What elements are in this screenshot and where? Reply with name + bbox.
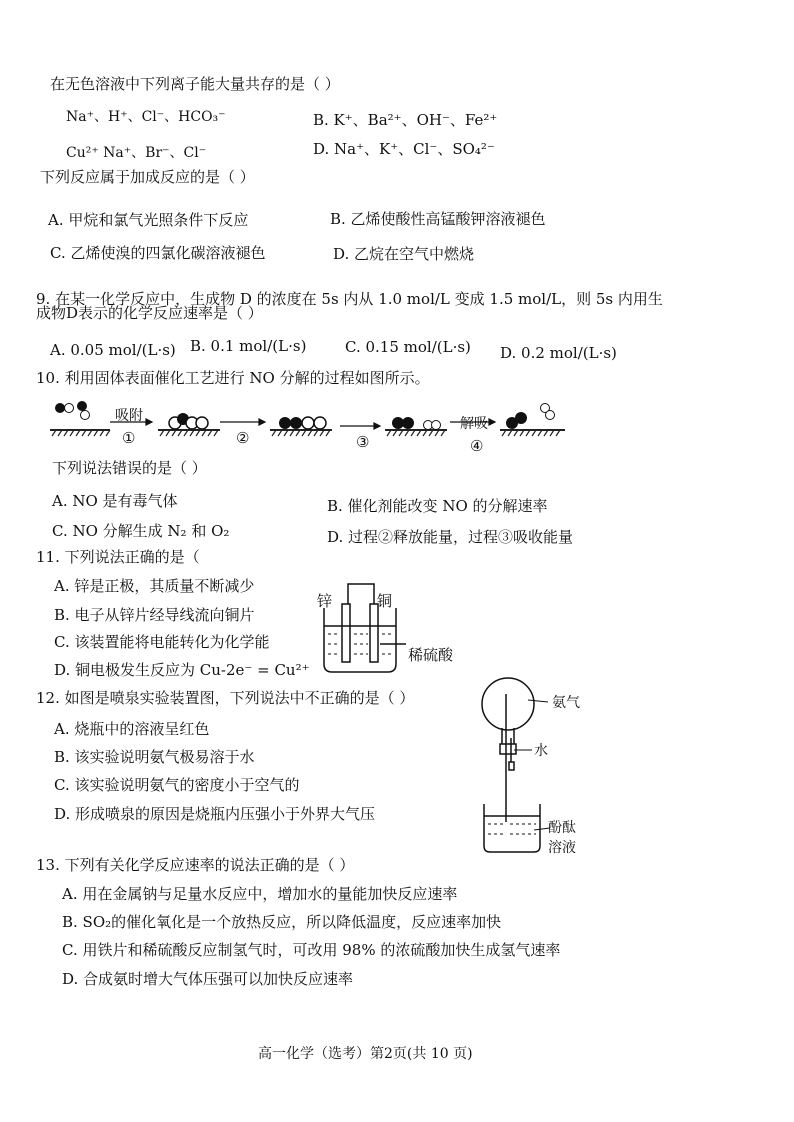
q10-option-c: C. NO 分解生成 N₂ 和 O₂ — [52, 522, 230, 540]
q13-option-c: C. 用铁片和稀硫酸反应制氢气时，可改用 98% 的浓硫酸加快生成氢气速率 — [62, 941, 561, 959]
q12-label-water: 水 — [534, 743, 548, 759]
q8-option-a: A. 甲烷和氯气光照条件下反应 — [48, 211, 249, 229]
q13-stem: 13. 下列有关化学反应速率的说法正确的是（ ） — [36, 856, 355, 874]
q9-option-d: D. 0.2 mol/(L·s) — [500, 344, 617, 362]
q11-option-c: C. 该装置能将电能转化为化学能 — [54, 633, 270, 651]
q12-option-c: C. 该实验说明氨气的密度小于空气的 — [54, 776, 300, 794]
q10-stem: 10. 利用固体表面催化工艺进行 NO 分解的过程如图所示。 — [36, 369, 430, 387]
q8-option-d: D. 乙烷在空气中燃烧 — [333, 245, 475, 263]
q7-option-c: Cu²⁺ Na⁺、Br⁻、Cl⁻ — [66, 145, 207, 161]
q12-label-solution: 溶液 — [548, 840, 576, 856]
q12-label-ammonia: 氨气 — [552, 695, 580, 711]
q9-option-b: B. 0.1 mol/(L·s) — [190, 337, 307, 355]
page-footer: 高一化学（选考）第2页(共 10 页) — [258, 1046, 473, 1062]
q10-option-b: B. 催化剂能改变 NO 的分解速率 — [327, 497, 548, 515]
q11-option-a: A. 锌是正极，其质量不断减少 — [54, 577, 255, 595]
q11-option-d: D. 铜电极发生反应为 Cu-2e⁻ = Cu²⁺ — [54, 661, 310, 679]
q8-stem: 下列反应属于加成反应的是（ ） — [40, 168, 255, 186]
q10-option-a: A. NO 是有毒气体 — [52, 492, 178, 510]
q10-step4-number: ④ — [470, 437, 484, 455]
q7-option-a: Na⁺、H⁺、Cl⁻、HCO₃⁻ — [66, 109, 226, 125]
q8-option-b: B. 乙烯使酸性高锰酸钾溶液褪色 — [330, 210, 546, 228]
q10-step2-number: ② — [236, 429, 250, 447]
q10-step1-label: 吸附 — [115, 408, 143, 424]
q7-option-b: B. K⁺、Ba²⁺、OH⁻、Fe²⁺ — [313, 111, 498, 129]
q9-stem-line2: 成物D表示的化学反应速率是（ ） — [36, 304, 263, 322]
q9-option-c: C. 0.15 mol/(L·s) — [345, 338, 471, 356]
q12-option-a: A. 烧瓶中的溶液呈红色 — [54, 720, 210, 738]
q10-step1-number: ① — [122, 429, 136, 447]
q10-prompt: 下列说法错误的是（ ） — [52, 459, 207, 477]
q10-step4-label: 解吸 — [460, 416, 488, 432]
q11-label-zinc: 锌 — [317, 592, 333, 610]
q13-option-d: D. 合成氨时增大气体压强可以加快反应速率 — [62, 970, 354, 988]
q13-option-b: B. SO₂的催化氧化是一个放热反应，所以降低温度，反应速率加快 — [62, 913, 502, 931]
q7-option-d: D. Na⁺、K⁺、Cl⁻、SO₄²⁻ — [313, 140, 495, 158]
q11-option-b: B. 电子从锌片经导线流向铜片 — [54, 606, 255, 624]
q10-option-d: D. 过程②释放能量，过程③吸收能量 — [327, 528, 574, 546]
q11-label-copper: 铜 — [377, 592, 393, 610]
q7-stem: 在无色溶液中下列离子能大量共存的是（ ） — [50, 75, 340, 93]
q12-option-b: B. 该实验说明氨气极易溶于水 — [54, 748, 255, 766]
fountain-experiment-diagram — [478, 676, 558, 856]
q11-stem: 11. 下列说法正确的是（ — [36, 548, 200, 566]
q11-label-acid: 稀硫酸 — [408, 646, 454, 664]
q9-stem-line1: 9. 在某一化学反应中，生成物 D 的浓度在 5s 内从 1.0 mol/L 变成 1.5 mol/L，则 5s 内用生 — [36, 290, 663, 308]
q9-option-a: A. 0.05 mol/(L·s) — [50, 341, 176, 359]
q12-stem: 12. 如图是喷泉实验装置图，下列说法中不正确的是（ ） — [36, 689, 415, 707]
q12-option-d: D. 形成喷泉的原因是烧瓶内压强小于外界大气压 — [54, 805, 376, 823]
q10-step3-number: ③ — [356, 433, 370, 451]
q8-option-c: C. 乙烯使溴的四氯化碳溶液褪色 — [50, 244, 266, 262]
q13-option-a: A. 用在金属钠与足量水反应中，增加水的量能加快反应速率 — [62, 885, 458, 903]
q12-label-phenolphthalein: 酚酞 — [548, 820, 576, 836]
